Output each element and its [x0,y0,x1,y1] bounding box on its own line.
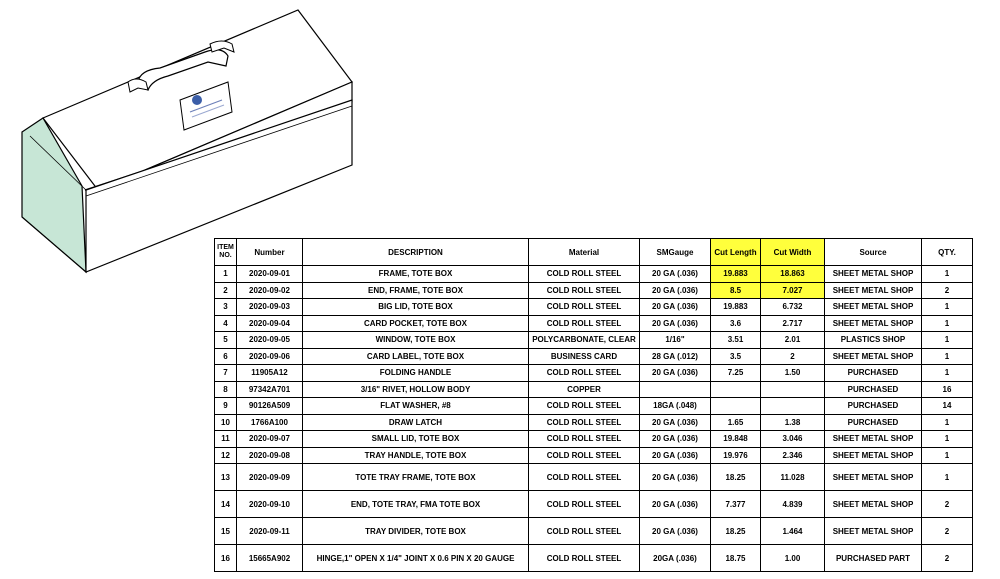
cell-description: HINGE,1" OPEN X 1/4" JOINT X 0.6 PIN X 20 GAUGE [303,545,529,572]
table-row [215,491,973,518]
cell-material: COLD ROLL STEEL [529,266,640,283]
cell-cut-length: 18.75 [711,545,761,572]
cell-source: SHEET METAL SHOP [825,464,922,491]
cell-cut-length: 3.6 [711,315,761,332]
cell-description: SMALL LID, TOTE BOX [303,431,529,448]
cell-number: 97342A701 [237,381,303,398]
cell-description: CARD LABEL, TOTE BOX [303,348,529,365]
cell-material: COLD ROLL STEEL [529,431,640,448]
cell-description: TRAY DIVIDER, TOTE BOX [303,518,529,545]
cell-cut-length: 18.25 [711,518,761,545]
cell-number: 2020-09-01 [237,266,303,283]
cell-source: SHEET METAL SHOP [825,282,922,299]
cell-cut-width: 2.717 [761,315,825,332]
cell-qty: 2 [922,282,973,299]
cell-cut-width: 7.027 [761,282,825,299]
cell-description: END, TOTE TRAY, FMA TOTE BOX [303,491,529,518]
cell-description: FOLDING HANDLE [303,365,529,382]
cell-item: 1 [215,266,237,283]
cell-item: 16 [215,545,237,572]
cell-item: 14 [215,491,237,518]
cell-qty: 1 [922,348,973,365]
cell-qty: 1 [922,332,973,349]
cell-item: 10 [215,414,237,431]
cell-smgauge: 18GA (.048) [640,398,711,415]
cell-number: 2020-09-06 [237,348,303,365]
cell-source: PURCHASED [825,414,922,431]
table-row [215,299,973,316]
cell-cut-length: 3.5 [711,348,761,365]
cell-smgauge: 20 GA (.036) [640,447,711,464]
cell-material: COLD ROLL STEEL [529,398,640,415]
cell-description: WINDOW, TOTE BOX [303,332,529,349]
cell-cut-width: 2 [761,348,825,365]
cell-item: 13 [215,464,237,491]
cell-cut-length: 18.25 [711,464,761,491]
cell-number: 2020-09-08 [237,447,303,464]
header-row [215,239,973,266]
cell-qty: 1 [922,299,973,316]
cell-cut-width [761,381,825,398]
cell-number: 11905A12 [237,365,303,382]
cell-cut-length: 7.377 [711,491,761,518]
table-row [215,348,973,365]
table-row [215,266,973,283]
table-row [215,381,973,398]
cell-description: 3/16" RIVET, HOLLOW BODY [303,381,529,398]
cell-smgauge: 20 GA (.036) [640,266,711,283]
table-row [215,464,973,491]
cell-number: 2020-09-04 [237,315,303,332]
cell-description: FLAT WASHER, #8 [303,398,529,415]
cell-cut-length: 19.883 [711,266,761,283]
cell-source: PURCHASED [825,365,922,382]
cell-cut-length: 19.976 [711,447,761,464]
cell-qty: 1 [922,464,973,491]
cell-cut-width: 2.01 [761,332,825,349]
cell-material: COLD ROLL STEEL [529,518,640,545]
cell-qty: 2 [922,545,973,572]
cell-source: PURCHASED PART [825,545,922,572]
cell-cut-length: 19.848 [711,431,761,448]
cell-item: 12 [215,447,237,464]
header-qty: QTY. [922,239,973,266]
table-row [215,282,973,299]
cell-cut-width: 2.346 [761,447,825,464]
cell-source: PURCHASED [825,398,922,415]
cell-material: COLD ROLL STEEL [529,299,640,316]
cell-item: 3 [215,299,237,316]
bom-body [215,266,973,572]
cell-item: 2 [215,282,237,299]
cell-qty: 2 [922,518,973,545]
cell-smgauge: 20 GA (.036) [640,518,711,545]
cell-number: 2020-09-02 [237,282,303,299]
cell-cut-width: 4.839 [761,491,825,518]
cell-description: FRAME, TOTE BOX [303,266,529,283]
cell-number: 2020-09-10 [237,491,303,518]
cell-cut-width: 1.00 [761,545,825,572]
cell-cut-length: 7.25 [711,365,761,382]
header-source: Source [825,239,922,266]
cell-source: PLASTICS SHOP [825,332,922,349]
table-row [215,398,973,415]
cell-smgauge: 20 GA (.036) [640,315,711,332]
cell-material: COLD ROLL STEEL [529,315,640,332]
cell-number: 2020-09-11 [237,518,303,545]
cell-number: 2020-09-03 [237,299,303,316]
cell-cut-width: 6.732 [761,299,825,316]
cell-item: 6 [215,348,237,365]
header-smgauge: SMGauge [640,239,711,266]
header-item-no: ITEM NO. [215,239,237,266]
cell-source: SHEET METAL SHOP [825,348,922,365]
cell-cut-width: 11.028 [761,464,825,491]
cell-cut-length [711,381,761,398]
cell-qty: 2 [922,491,973,518]
cell-source: SHEET METAL SHOP [825,518,922,545]
cell-item: 8 [215,381,237,398]
cell-smgauge: 20 GA (.036) [640,414,711,431]
cell-item: 9 [215,398,237,415]
cell-material: COLD ROLL STEEL [529,447,640,464]
cell-source: SHEET METAL SHOP [825,266,922,283]
cell-material: BUSINESS CARD [529,348,640,365]
cell-description: BIG LID, TOTE BOX [303,299,529,316]
cell-smgauge: 28 GA (.012) [640,348,711,365]
cell-cut-length: 1.65 [711,414,761,431]
cell-number: 2020-09-07 [237,431,303,448]
logo-icon [192,95,202,105]
cell-item: 5 [215,332,237,349]
cell-smgauge [640,381,711,398]
cell-item: 15 [215,518,237,545]
cell-cut-width: 1.38 [761,414,825,431]
cell-description: DRAW LATCH [303,414,529,431]
cell-qty: 1 [922,266,973,283]
cell-material: COLD ROLL STEEL [529,545,640,572]
cell-description: TOTE TRAY FRAME, TOTE BOX [303,464,529,491]
cell-number: 1766A100 [237,414,303,431]
cell-smgauge: 20 GA (.036) [640,365,711,382]
cell-source: SHEET METAL SHOP [825,315,922,332]
cell-material: COLD ROLL STEEL [529,414,640,431]
cell-number: 2020-09-05 [237,332,303,349]
cell-qty: 1 [922,431,973,448]
cell-smgauge: 20 GA (.036) [640,299,711,316]
cell-material: COLD ROLL STEEL [529,282,640,299]
table-row [215,431,973,448]
table-row [215,315,973,332]
table-row [215,447,973,464]
cell-cut-width: 1.50 [761,365,825,382]
cell-description: CARD POCKET, TOTE BOX [303,315,529,332]
table-row [215,414,973,431]
cell-description: END, FRAME, TOTE BOX [303,282,529,299]
cell-cut-width: 1.464 [761,518,825,545]
cell-material: COLD ROLL STEEL [529,491,640,518]
cell-material: COPPER [529,381,640,398]
cell-cut-length: 3.51 [711,332,761,349]
bill-of-materials-table [214,238,973,572]
cell-cut-length: 19.883 [711,299,761,316]
cell-number: 15665A902 [237,545,303,572]
cell-smgauge: 20GA (.036) [640,545,711,572]
cell-number: 2020-09-09 [237,464,303,491]
cell-item: 4 [215,315,237,332]
cell-material: COLD ROLL STEEL [529,464,640,491]
cell-qty: 1 [922,447,973,464]
cell-cut-width: 3.046 [761,431,825,448]
cell-source: SHEET METAL SHOP [825,491,922,518]
cell-qty: 1 [922,365,973,382]
cell-qty: 1 [922,414,973,431]
cell-source: SHEET METAL SHOP [825,431,922,448]
cell-smgauge: 1/16" [640,332,711,349]
cell-cut-width: 18.863 [761,266,825,283]
cell-item: 11 [215,431,237,448]
cell-qty: 16 [922,381,973,398]
cell-cut-length [711,398,761,415]
cell-smgauge: 20 GA (.036) [640,491,711,518]
cell-qty: 1 [922,315,973,332]
cell-source: SHEET METAL SHOP [825,299,922,316]
header-material: Material [529,239,640,266]
cell-qty: 14 [922,398,973,415]
table-row [215,545,973,572]
cell-cut-length: 8.5 [711,282,761,299]
table-row [215,518,973,545]
cell-item: 7 [215,365,237,382]
header-number: Number [237,239,303,266]
cell-smgauge: 20 GA (.036) [640,431,711,448]
cell-smgauge: 20 GA (.036) [640,464,711,491]
cell-smgauge: 20 GA (.036) [640,282,711,299]
cell-material: POLYCARBONATE, CLEAR [529,332,640,349]
bom-header [215,239,973,266]
table-row [215,332,973,349]
header-cut-length: Cut Length [711,239,761,266]
table-row [215,365,973,382]
header-cut-width: Cut Width [761,239,825,266]
cell-material: COLD ROLL STEEL [529,365,640,382]
cell-number: 90126A509 [237,398,303,415]
cell-source: SHEET METAL SHOP [825,447,922,464]
header-description: DESCRIPTION [303,239,529,266]
cell-cut-width [761,398,825,415]
cell-description: TRAY HANDLE, TOTE BOX [303,447,529,464]
cell-source: PURCHASED [825,381,922,398]
